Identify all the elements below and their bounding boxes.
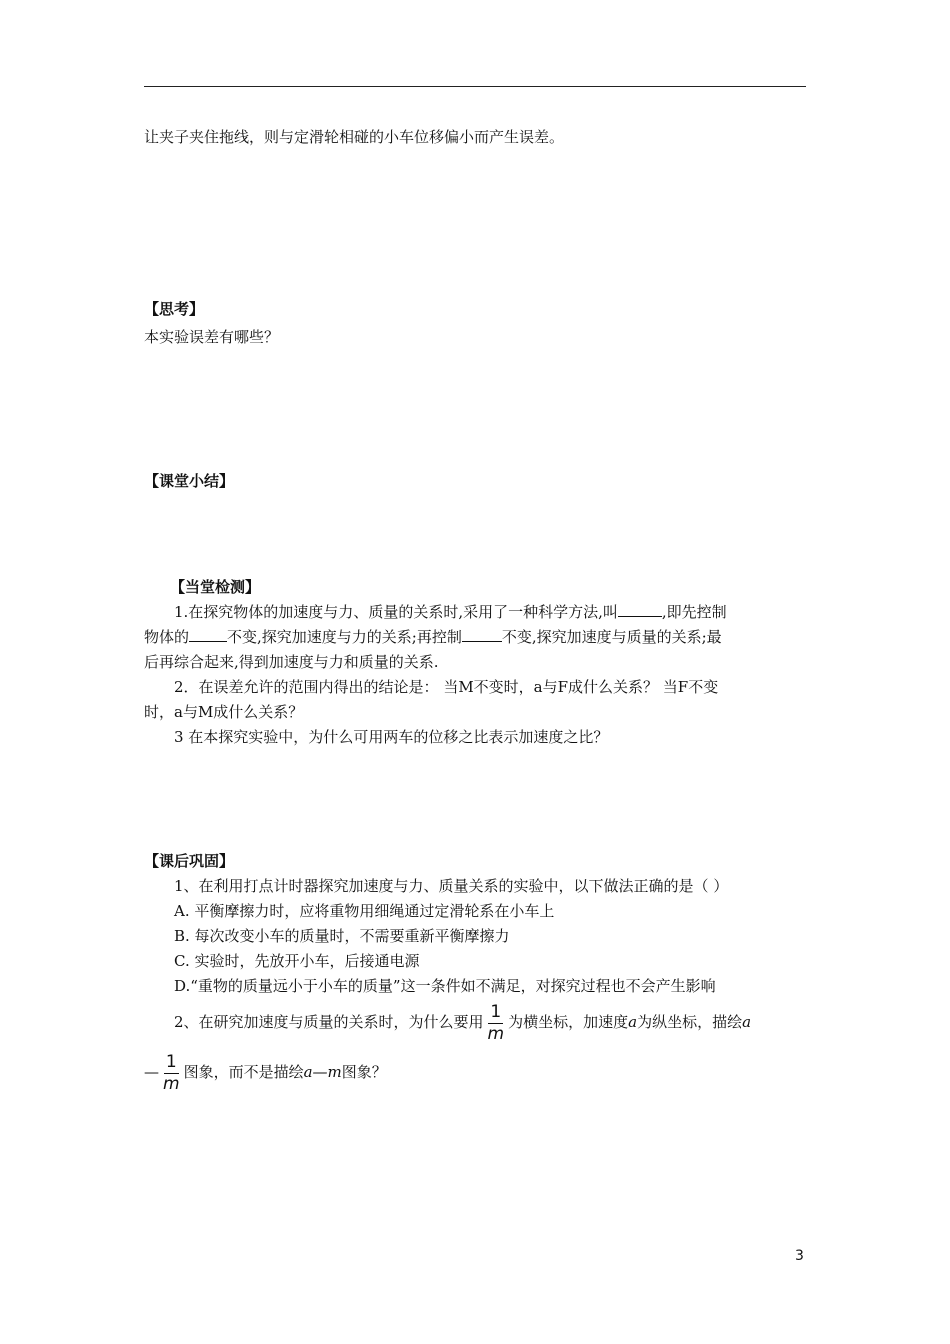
think-heading: 【思考】: [144, 300, 205, 318]
header-rule: [144, 86, 806, 87]
check-q2-line1: 2．在误差允许的范围内得出的结论是： 当M不变时，a与F成什么关系？ 当F不变: [174, 678, 719, 696]
after-option-b: B. 每次改变小车的质量时，不需要重新平衡摩擦力: [174, 927, 510, 945]
think-question: 本实验误差有哪些？: [144, 328, 280, 346]
check-q2-line2: 时，a与M成什么关系？: [144, 703, 304, 721]
after-q1: 1、在利用打点计时器探究加速度与力、质量关系的实验中，以下做法正确的是（ ）: [174, 877, 729, 895]
answer-blank[interactable]: [189, 627, 227, 642]
page-number: 3: [795, 1248, 804, 1264]
check-q3: 3 在本探究实验中，为什么可用两车的位移之比表示加速度之比？: [174, 728, 609, 746]
after-heading: 【课后巩固】: [144, 852, 235, 870]
check-q1-line1: 1.在探究物体的加速度与力、质量的关系时,采用了一种科学方法,叫 ,即先控制: [174, 603, 727, 621]
after-q2-line2: — $\frac{1}{m}$ 图象，而不是描绘a—m图象？: [144, 1051, 387, 1094]
fraction-one-over-m: $\frac{1}{m}$: [487, 1001, 505, 1044]
top-text: 让夹子夹住拖线，则与定滑轮相碰的小车位移偏小而产生误差。: [144, 128, 565, 146]
check-heading: 【当堂检测】: [170, 578, 261, 596]
fraction-one-over-m: $\frac{1}{m}$: [163, 1051, 180, 1094]
after-option-a: A. 平衡摩擦力时，应将重物用细绳通过定滑轮系在小车上: [174, 902, 555, 920]
answer-blank[interactable]: [462, 627, 502, 642]
after-option-d: D.“重物的质量远小于小车的质量”这一条件如不满足，对探究过程也不会产生影响: [174, 977, 716, 995]
check-q1-line3: 后再综合起来,得到加速度与力和质量的关系.: [144, 653, 439, 671]
answer-blank[interactable]: [618, 602, 662, 617]
check-q1-line2: 物体的 不变,探究加速度与力的关系;再控制 不变,探究加速度与质量的关系;最: [144, 628, 722, 646]
after-option-c: C. 实验时，先放开小车，后接通电源: [174, 952, 420, 970]
summary-heading: 【课堂小结】: [144, 472, 235, 490]
after-q2-line1: 2、在研究加速度与质量的关系时，为什么要用 $\frac{1}{m}$ 为横坐标，加速度a为纵坐标，描绘a: [174, 1001, 752, 1044]
